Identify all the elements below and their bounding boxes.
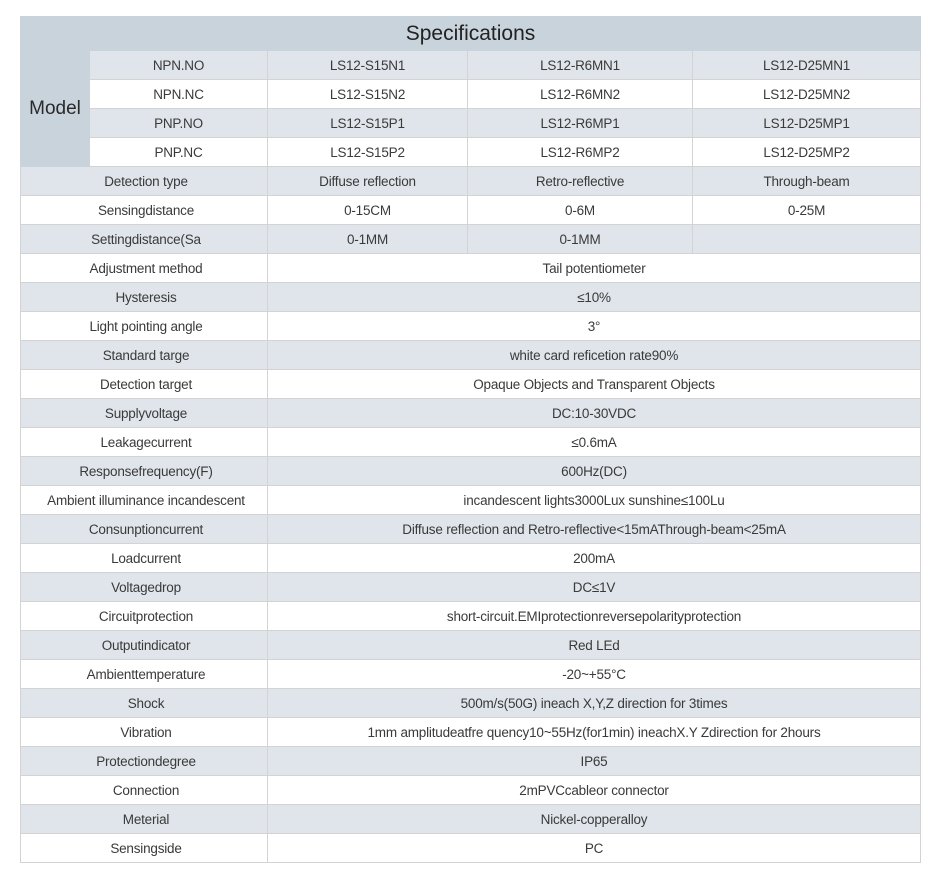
spec-row [21, 718, 921, 747]
model-code: LS12-S15N1 [268, 51, 468, 80]
spec-value: short-circuit.EMIprotectionreversepolarityprotection [268, 602, 921, 631]
spec-value: Diffuse reflection [268, 167, 468, 196]
spec-row [21, 660, 921, 689]
spec-value: Tail potentiometer [268, 254, 921, 283]
model-code: LS12-R6MP2 [468, 138, 693, 167]
model-row [21, 109, 921, 138]
spec-row [21, 167, 921, 196]
model-code: LS12-R6MN1 [468, 51, 693, 80]
spec-row [21, 486, 921, 515]
spec-label: Sensingside [21, 834, 268, 863]
spec-value: 0-1MM [468, 225, 693, 254]
spec-row [21, 457, 921, 486]
model-type: NPN.NC [90, 80, 268, 109]
model-code: LS12-S15P1 [268, 109, 468, 138]
spec-row [21, 631, 921, 660]
spec-value: ≤10% [268, 283, 921, 312]
spec-label: Ambienttemperature [21, 660, 268, 689]
spec-value: 0-6M [468, 196, 693, 225]
spec-row [21, 370, 921, 399]
spec-label: Outputindicator [21, 631, 268, 660]
spec-value: 0-1MM [268, 225, 468, 254]
spec-row [21, 602, 921, 631]
spec-label: Supplyvoltage [21, 399, 268, 428]
model-code: LS12-D25MP2 [693, 138, 921, 167]
model-code: LS12-D25MP1 [693, 109, 921, 138]
model-code: LS12-D25MN2 [693, 80, 921, 109]
spec-value: 600Hz(DC) [268, 457, 921, 486]
spec-label: Shock [21, 689, 268, 718]
spec-value: Retro-reflective [468, 167, 693, 196]
spec-label: Vibration [21, 718, 268, 747]
spec-label: Connection [21, 776, 268, 805]
spec-row [21, 747, 921, 776]
spec-label: Settingdistance(Sa [21, 225, 268, 254]
table-title: Specifications [21, 17, 921, 51]
spec-label: Ambient illuminance incandescent [21, 486, 268, 515]
model-label: Model [21, 51, 90, 167]
model-row [21, 80, 921, 109]
spec-row [21, 428, 921, 457]
spec-label: Circuitprotection [21, 602, 268, 631]
spec-label: Leakagecurrent [21, 428, 268, 457]
spec-label: Loadcurrent [21, 544, 268, 573]
spec-value: white card reficetion rate90% [268, 341, 921, 370]
spec-row [21, 834, 921, 863]
model-code: LS12-R6MP1 [468, 109, 693, 138]
spec-label: Hysteresis [21, 283, 268, 312]
spec-row [21, 573, 921, 602]
spec-value: 1mm amplitudeatfre quency10~55Hz(for1min) ineachX.Y Zdirection for 2hours [268, 718, 921, 747]
model-type: PNP.NO [90, 109, 268, 138]
spec-value: Nickel-copperalloy [268, 805, 921, 834]
spec-label: Sensingdistance [21, 196, 268, 225]
spec-row [21, 312, 921, 341]
spec-value: 500m/s(50G) ineach X,Y,Z direction for 3times [268, 689, 921, 718]
spec-label: Consunptioncurrent [21, 515, 268, 544]
spec-value: 200mA [268, 544, 921, 573]
spec-row [21, 225, 921, 254]
spec-value [693, 225, 921, 254]
spec-row [21, 196, 921, 225]
model-row [21, 51, 921, 80]
spec-value: 2mPVCcableor connector [268, 776, 921, 805]
spec-value: DC≤1V [268, 573, 921, 602]
spec-value: IP65 [268, 747, 921, 776]
model-code: LS12-S15N2 [268, 80, 468, 109]
spec-value: Diffuse reflection and Retro-reflective<15mAThrough-beam<25mA [268, 515, 921, 544]
spec-row [21, 283, 921, 312]
model-code: LS12-S15P2 [268, 138, 468, 167]
specifications-table [20, 16, 920, 863]
model-type: PNP.NC [90, 138, 268, 167]
spec-label: Adjustment method [21, 254, 268, 283]
spec-label: Protectiondegree [21, 747, 268, 776]
spec-value: ≤0.6mA [268, 428, 921, 457]
spec-value: Red LEd [268, 631, 921, 660]
spec-value: 0-25M [693, 196, 921, 225]
spec-row [21, 689, 921, 718]
spec-row [21, 515, 921, 544]
spec-label: Standard targe [21, 341, 268, 370]
spec-value: 0-15CM [268, 196, 468, 225]
spec-value: -20~+55°C [268, 660, 921, 689]
spec-label: Detection target [21, 370, 268, 399]
spec-value: Through-beam [693, 167, 921, 196]
model-code: LS12-D25MN1 [693, 51, 921, 80]
model-row [21, 138, 921, 167]
spec-value: Opaque Objects and Transparent Objects [268, 370, 921, 399]
spec-label: Voltagedrop [21, 573, 268, 602]
spec-row [21, 341, 921, 370]
spec-value: DC:10-30VDC [268, 399, 921, 428]
spec-label: Meterial [21, 805, 268, 834]
spec-label: Detection type [21, 167, 268, 196]
spec-value: incandescent lights3000Lux sunshine≤100Lu [268, 486, 921, 515]
spec-label: Light pointing angle [21, 312, 268, 341]
spec-label: Responsefrequency(F) [21, 457, 268, 486]
spec-row [21, 254, 921, 283]
spec-value: 3° [268, 312, 921, 341]
spec-row [21, 805, 921, 834]
spec-row [21, 399, 921, 428]
spec-row [21, 544, 921, 573]
spec-row [21, 776, 921, 805]
model-type: NPN.NO [90, 51, 268, 80]
model-code: LS12-R6MN2 [468, 80, 693, 109]
spec-value: PC [268, 834, 921, 863]
